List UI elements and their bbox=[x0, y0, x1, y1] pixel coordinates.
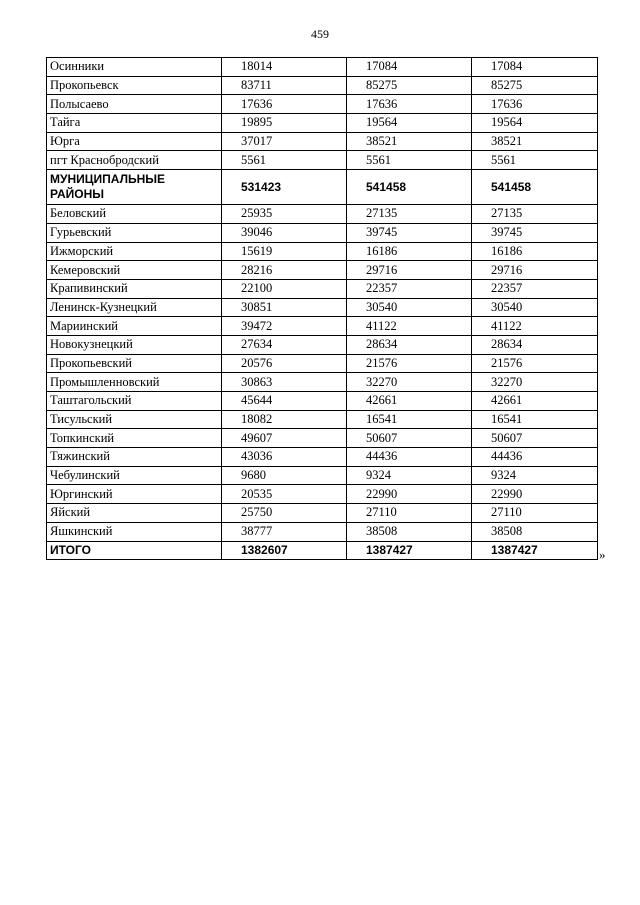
value-1-cell: 15619 bbox=[222, 242, 347, 261]
row-name-cell: Промышленновский bbox=[47, 373, 222, 392]
value-3-cell: 19564 bbox=[472, 114, 598, 133]
row-name-cell: Полысаево bbox=[47, 95, 222, 114]
value-1-cell: 20535 bbox=[222, 485, 347, 504]
value-2-cell: 16541 bbox=[347, 410, 472, 429]
value-3-cell: 541458 bbox=[472, 170, 598, 205]
table-row bbox=[47, 205, 598, 224]
table-row bbox=[47, 298, 598, 317]
value-2-cell: 16186 bbox=[347, 242, 472, 261]
value-2-cell: 17636 bbox=[347, 95, 472, 114]
table-row bbox=[47, 279, 598, 298]
value-3-cell: 22990 bbox=[472, 485, 598, 504]
value-1-cell: 18014 bbox=[222, 58, 347, 77]
row-name-cell: Мариинский bbox=[47, 317, 222, 336]
value-1-cell: 5561 bbox=[222, 151, 347, 170]
table-row bbox=[47, 466, 598, 485]
row-name-cell: Тисульский bbox=[47, 410, 222, 429]
value-2-cell: 42661 bbox=[347, 392, 472, 411]
value-3-cell: 30540 bbox=[472, 298, 598, 317]
table-row bbox=[47, 373, 598, 392]
value-2-cell: 5561 bbox=[347, 151, 472, 170]
table-row bbox=[47, 58, 598, 77]
row-name-cell: Беловский bbox=[47, 205, 222, 224]
table-row bbox=[47, 392, 598, 411]
value-1-cell: 25935 bbox=[222, 205, 347, 224]
value-1-cell: 39046 bbox=[222, 223, 347, 242]
value-3-cell: 32270 bbox=[472, 373, 598, 392]
row-name-cell: Яшкинский bbox=[47, 522, 222, 541]
value-3-cell: 27135 bbox=[472, 205, 598, 224]
value-2-cell: 541458 bbox=[347, 170, 472, 205]
value-2-cell: 9324 bbox=[347, 466, 472, 485]
table-row bbox=[47, 485, 598, 504]
table-row bbox=[47, 429, 598, 448]
value-3-cell: 16186 bbox=[472, 242, 598, 261]
value-1-cell: 20576 bbox=[222, 354, 347, 373]
value-3-cell: 27110 bbox=[472, 504, 598, 523]
row-name-cell: МУНИЦИПАЛЬНЫЕ РАЙОНЫ bbox=[47, 170, 222, 205]
row-name-cell: Осинники bbox=[47, 58, 222, 77]
table-row bbox=[47, 504, 598, 523]
data-table bbox=[46, 57, 598, 560]
value-3-cell: 85275 bbox=[472, 76, 598, 95]
row-name-cell: Юрга bbox=[47, 132, 222, 151]
row-name-cell: пгт Краснобродский bbox=[47, 151, 222, 170]
row-name-cell: ИТОГО bbox=[47, 541, 222, 560]
value-1-cell: 37017 bbox=[222, 132, 347, 151]
value-1-cell: 9680 bbox=[222, 466, 347, 485]
row-name-cell: Яйский bbox=[47, 504, 222, 523]
table-row bbox=[47, 261, 598, 280]
value-1-cell: 22100 bbox=[222, 279, 347, 298]
value-2-cell: 1387427 bbox=[347, 541, 472, 560]
closing-quote-mark: » bbox=[599, 547, 606, 562]
table-row bbox=[47, 541, 598, 560]
value-1-cell: 39472 bbox=[222, 317, 347, 336]
value-1-cell: 83711 bbox=[222, 76, 347, 95]
value-2-cell: 22357 bbox=[347, 279, 472, 298]
row-name-cell: Новокузнецкий bbox=[47, 335, 222, 354]
value-1-cell: 17636 bbox=[222, 95, 347, 114]
value-3-cell: 29716 bbox=[472, 261, 598, 280]
value-2-cell: 41122 bbox=[347, 317, 472, 336]
row-name-cell: Юргинский bbox=[47, 485, 222, 504]
value-3-cell: 38521 bbox=[472, 132, 598, 151]
row-name-cell: Ижморский bbox=[47, 242, 222, 261]
value-1-cell: 49607 bbox=[222, 429, 347, 448]
table-row bbox=[47, 410, 598, 429]
value-3-cell: 41122 bbox=[472, 317, 598, 336]
value-3-cell: 50607 bbox=[472, 429, 598, 448]
row-name-cell: Таштагольский bbox=[47, 392, 222, 411]
row-name-cell: Топкинский bbox=[47, 429, 222, 448]
value-3-cell: 21576 bbox=[472, 354, 598, 373]
row-name-cell: Ленинск-Кузнецкий bbox=[47, 298, 222, 317]
table-row bbox=[47, 317, 598, 336]
value-2-cell: 32270 bbox=[347, 373, 472, 392]
value-1-cell: 18082 bbox=[222, 410, 347, 429]
value-2-cell: 22990 bbox=[347, 485, 472, 504]
table-body bbox=[47, 58, 598, 560]
value-2-cell: 29716 bbox=[347, 261, 472, 280]
value-2-cell: 27110 bbox=[347, 504, 472, 523]
value-2-cell: 39745 bbox=[347, 223, 472, 242]
value-2-cell: 17084 bbox=[347, 58, 472, 77]
value-2-cell: 28634 bbox=[347, 335, 472, 354]
row-name-cell: Тяжинский bbox=[47, 448, 222, 467]
value-2-cell: 19564 bbox=[347, 114, 472, 133]
row-name-cell: Чебулинский bbox=[47, 466, 222, 485]
value-3-cell: 39745 bbox=[472, 223, 598, 242]
value-3-cell: 28634 bbox=[472, 335, 598, 354]
value-3-cell: 38508 bbox=[472, 522, 598, 541]
table-row bbox=[47, 95, 598, 114]
value-1-cell: 30851 bbox=[222, 298, 347, 317]
value-2-cell: 85275 bbox=[347, 76, 472, 95]
value-3-cell: 1387427 bbox=[472, 541, 598, 560]
value-1-cell: 531423 bbox=[222, 170, 347, 205]
value-1-cell: 28216 bbox=[222, 261, 347, 280]
value-3-cell: 16541 bbox=[472, 410, 598, 429]
value-1-cell: 19895 bbox=[222, 114, 347, 133]
value-2-cell: 38521 bbox=[347, 132, 472, 151]
table-row bbox=[47, 132, 598, 151]
value-3-cell: 9324 bbox=[472, 466, 598, 485]
value-3-cell: 17636 bbox=[472, 95, 598, 114]
value-1-cell: 1382607 bbox=[222, 541, 347, 560]
value-1-cell: 27634 bbox=[222, 335, 347, 354]
row-name-cell: Прокопьевск bbox=[47, 76, 222, 95]
row-name-cell: Тайга bbox=[47, 114, 222, 133]
page-number: 459 bbox=[311, 27, 329, 41]
value-2-cell: 21576 bbox=[347, 354, 472, 373]
table-row bbox=[47, 448, 598, 467]
value-1-cell: 30863 bbox=[222, 373, 347, 392]
row-name-cell: Прокопьевский bbox=[47, 354, 222, 373]
row-name-cell: Кемеровский bbox=[47, 261, 222, 280]
row-name-cell: Гурьевский bbox=[47, 223, 222, 242]
value-3-cell: 17084 bbox=[472, 58, 598, 77]
value-1-cell: 38777 bbox=[222, 522, 347, 541]
value-1-cell: 43036 bbox=[222, 448, 347, 467]
value-1-cell: 25750 bbox=[222, 504, 347, 523]
table-row bbox=[47, 223, 598, 242]
value-2-cell: 27135 bbox=[347, 205, 472, 224]
row-name-cell: Крапивинский bbox=[47, 279, 222, 298]
value-3-cell: 5561 bbox=[472, 151, 598, 170]
value-2-cell: 50607 bbox=[347, 429, 472, 448]
value-3-cell: 22357 bbox=[472, 279, 598, 298]
table-row bbox=[47, 354, 598, 373]
value-3-cell: 44436 bbox=[472, 448, 598, 467]
table-row bbox=[47, 76, 598, 95]
table-row bbox=[47, 114, 598, 133]
table-row bbox=[47, 242, 598, 261]
table-row bbox=[47, 522, 598, 541]
value-2-cell: 38508 bbox=[347, 522, 472, 541]
value-2-cell: 44436 bbox=[347, 448, 472, 467]
value-1-cell: 45644 bbox=[222, 392, 347, 411]
table-row bbox=[47, 335, 598, 354]
value-3-cell: 42661 bbox=[472, 392, 598, 411]
value-2-cell: 30540 bbox=[347, 298, 472, 317]
table-row bbox=[47, 170, 598, 205]
table-row bbox=[47, 151, 598, 170]
